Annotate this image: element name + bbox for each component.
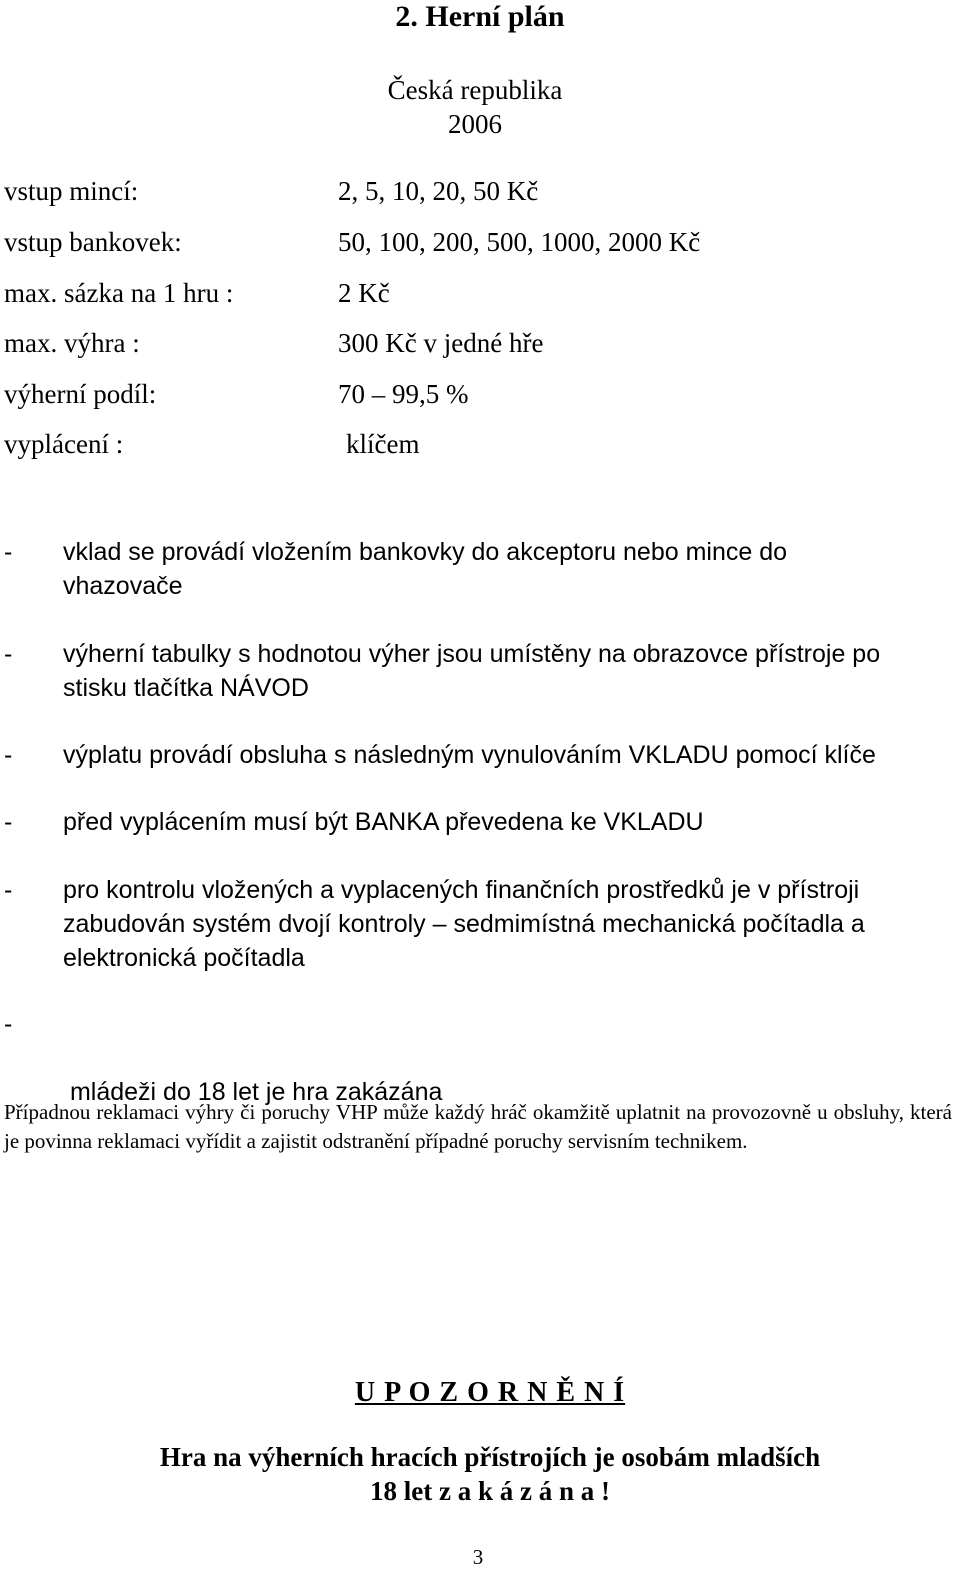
year-label: 2006 — [448, 109, 502, 139]
bullet-dash: - — [4, 640, 13, 668]
spec-label: max. sázka na 1 hru : — [4, 278, 234, 308]
spec-value: 2 Kč — [338, 278, 390, 308]
spec-row-coins — [4, 174, 944, 208]
spec-row-payout-method — [4, 427, 944, 461]
complaint-notice: Případnou reklamaci výhry či poruchy VHP může každý hráč okamžitě uplatnit na provozovně u obsluhy, která je povinna reklamaci vyřídit a zajistit odstranění případné poruchy servisním technikem. — [4, 1100, 952, 1153]
bullet-line: vklad se provádí vložením bankovky do akceptoru nebo mince do — [63, 538, 788, 566]
warning-heading-text: U P O Z O R N Ě N Í — [354, 1377, 626, 1408]
bullet-line: zabudován systém dvojí kontroly – sedmimístná mechanická počítadla a — [63, 910, 865, 938]
warning-line: 18 let z a k á z á n a ! — [370, 1476, 610, 1506]
bullet-item — [4, 637, 950, 705]
bullet-item — [4, 1007, 950, 1106]
bullet-dash: - — [4, 1010, 13, 1038]
bullet-dash: - — [4, 876, 13, 904]
bullet-line: stisku tlačítka NÁVOD — [63, 674, 309, 702]
bullet-line: pro kontrolu vložených a vyplacených finančních prostředků je v přístroji — [63, 876, 860, 904]
bullet-line: mládeži do 18 let je hra zakázána — [63, 1078, 443, 1106]
bullet-item — [4, 873, 950, 975]
bullet-item — [4, 738, 950, 772]
bullet-item — [4, 805, 950, 839]
spec-row-payout-ratio — [4, 377, 944, 411]
spec-value: 70 – 99,5 % — [338, 379, 469, 409]
document-title: 2. Herní plán — [395, 0, 565, 33]
spec-value: klíčem — [346, 429, 420, 459]
bullet-line: výherní tabulky s hodnotou výher jsou umístěny na obrazovce přístroje po — [63, 640, 881, 668]
bullet-item — [4, 535, 950, 603]
bullet-line: vhazovače — [63, 572, 183, 600]
bullet-line: elektronická počítadla — [63, 944, 305, 972]
spec-label: vyplácení : — [4, 429, 124, 459]
country-label: Česká republika — [387, 75, 563, 105]
spec-label: vstup mincí: — [4, 176, 139, 206]
spec-label: vstup bankovek: — [4, 227, 182, 257]
spec-label: výherní podíl: — [4, 379, 157, 409]
warning-heading — [0, 1376, 960, 1410]
warning-text — [0, 1440, 960, 1508]
bullet-line: výplatu provádí obsluha s následným vynulováním VKLADU pomocí klíče — [63, 741, 876, 769]
spec-row-banknotes — [4, 225, 944, 259]
page-number: 3 — [472, 1545, 484, 1569]
spec-value: 50, 100, 200, 500, 1000, 2000 Kč — [338, 227, 701, 257]
bullet-dash: - — [4, 538, 13, 566]
bullet-dash: - — [4, 741, 13, 769]
warning-line: Hra na výherních hracích přístrojích je osobám mladších — [159, 1442, 821, 1472]
bullet-line: před vyplácením musí být BANKA převedena ke VKLADU — [63, 808, 704, 836]
spec-value: 2, 5, 10, 20, 50 Kč — [338, 176, 539, 206]
spec-row-max-bet — [4, 276, 944, 310]
spec-row-max-win — [4, 326, 944, 360]
spec-label: max. výhra : — [4, 328, 140, 358]
spec-value: 300 Kč v jedné hře — [338, 328, 544, 358]
bullet-dash: - — [4, 808, 13, 836]
